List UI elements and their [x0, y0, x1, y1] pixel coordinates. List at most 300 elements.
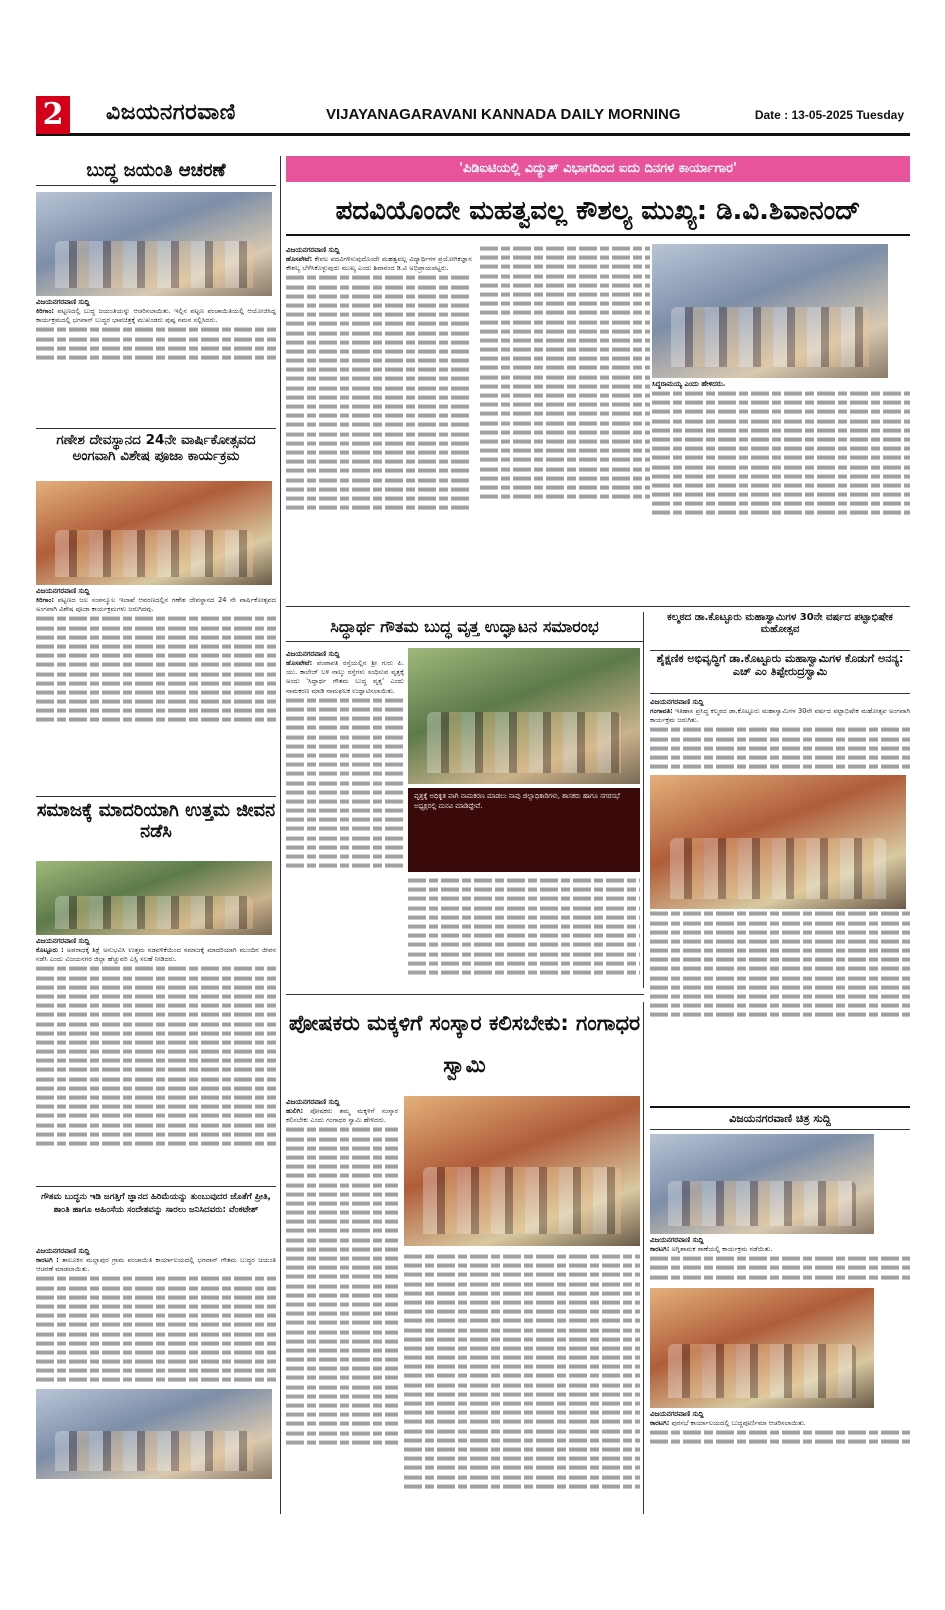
- text-line: [36, 1141, 276, 1145]
- byline: ವಿಜಯನಗರವಾಣಿ ಸುದ್ದಿ: [286, 650, 340, 658]
- page-number: 2: [36, 96, 70, 134]
- text-line: [408, 970, 640, 974]
- text-line: [404, 1273, 640, 1277]
- text-line: [480, 302, 650, 306]
- text-line: [480, 421, 650, 425]
- text-line: [286, 460, 472, 464]
- text-line: [650, 1004, 910, 1008]
- text-line: [652, 483, 910, 487]
- left-column: [36, 156, 281, 1514]
- text-line: [36, 1314, 276, 1318]
- text-line: [408, 879, 640, 883]
- text-line: [286, 1155, 398, 1159]
- text-line: [286, 1201, 398, 1205]
- text-line: [286, 386, 472, 390]
- text-line: [36, 1068, 276, 1072]
- top-story-headline: ಪದವಿಯೊಂದೇ ಮಹತ್ವವಲ್ಲ ಕೌಶಲ್ಯ ಮುಖ್ಯ: ಡಿ.ವಿ.ಶಿವಾನಂದ್: [286, 186, 910, 236]
- text-line: [36, 1040, 276, 1044]
- text-line: [36, 1123, 276, 1127]
- story-parents-sanskara: [286, 1002, 644, 1514]
- text-line: [652, 465, 910, 469]
- dateline: ಹೊಸಪೇಟೆ:: [286, 255, 313, 263]
- text-line: [650, 765, 910, 769]
- story-text: ಕೇವಲ ಪದವಿಗಳಿಸುವುದೊಂದೇ ಮಹತ್ವವಲ್ಲ ವಿದ್ಯಾರ್ಥಿಗಳ ಪ್ರಯೋಗಿಕಜ್ಞಾನ ಕೌಶಲ್ಯ ಬೆಳೆಸಿಕೊಳ್ಳುವುದು ಮುಖ್ಯ ಎಂದು ಶಿವಾನಂದ ಡಿ.ವಿ ಅಭಿಪ್ರಾಯಪಟ್ಟರು.: [286, 255, 472, 273]
- text-line: [36, 1341, 276, 1345]
- text-line: [36, 709, 276, 713]
- text-line: [404, 1447, 640, 1451]
- text-line: [286, 1284, 398, 1288]
- text-line: [36, 644, 276, 648]
- byline: ವಿಜಯನಗರವಾಣಿ ಸುದ್ದಿ: [650, 1409, 704, 1418]
- story-text: ತಾಲೂಕಿನ ಮಲ್ಲಾಪುರ ಗ್ರಾಮ ಪಂಚಾಯಿತಿ ಕಾರ್ಯಾಲಯದಲ್ಲಿ ಭಗವಾನ್ ಗೌತಮ ಬುದ್ಧರ ಜಯಂತಿ ಆಚರಣೆ ಮಾಡಲಾಯಿತು.: [36, 1256, 276, 1274]
- text-line: [404, 1438, 640, 1442]
- text-line: [652, 437, 910, 441]
- text-line: [286, 1257, 398, 1261]
- text-line: [286, 717, 404, 721]
- newspaper-title-kannada: ವಿಜಯನಗರವಾಣಿ: [106, 100, 236, 125]
- dateline: ಕಾರಟಗಿ:: [650, 1245, 670, 1253]
- text-line: [286, 1422, 398, 1426]
- text-line: [286, 753, 404, 757]
- text-line: [286, 1174, 398, 1178]
- text-line: [480, 329, 650, 333]
- text-line: [286, 1385, 398, 1389]
- text-line: [286, 1247, 398, 1251]
- story-kotturu-swamiji: [650, 612, 910, 1102]
- story-gautama-buddha: [36, 1186, 276, 1479]
- text-line: [650, 976, 910, 980]
- text-line: [36, 1114, 276, 1118]
- text-line: [650, 737, 910, 741]
- text-line: [286, 864, 404, 868]
- text-line: [286, 349, 472, 353]
- text-line: [480, 476, 650, 480]
- text-line: [286, 322, 472, 326]
- text-line: [480, 311, 650, 315]
- text-line: [286, 1211, 398, 1215]
- text-line: [286, 763, 404, 767]
- text-line: [36, 1295, 276, 1299]
- dateline: ಕಿರಿಗಾಂ:: [36, 307, 55, 315]
- text-line: [480, 384, 650, 388]
- text-line: [404, 1310, 640, 1314]
- text-line: [286, 1266, 398, 1270]
- story-role-model-life: [36, 796, 276, 1148]
- text-line: [286, 735, 404, 739]
- story-kicker: ಕಲ್ಮಠದ ಡಾ.ಕೊಟ್ಟೂರು ಮಹಾಸ್ವಾಮಿಗಳ 30ನೇ ವರ್ಷದ ಪಟ್ಟಾಭಿಷೇಕ ಮಹೋತ್ಸವ: [667, 612, 893, 635]
- text-line: [286, 1440, 398, 1444]
- text-line: [36, 346, 276, 350]
- text-line: [286, 1431, 398, 1435]
- text-line: [36, 1132, 276, 1136]
- text-line: [286, 294, 472, 298]
- top-story-photo-col: [652, 244, 910, 518]
- text-line: [650, 728, 910, 732]
- text-line: [36, 1096, 276, 1100]
- text-line: [36, 635, 276, 639]
- text-line: [404, 1255, 640, 1259]
- news-photo: [36, 481, 272, 585]
- text-line: [652, 419, 910, 423]
- text-line: [650, 755, 910, 759]
- text-line: [286, 285, 472, 289]
- photo-caption: ಸಿದ್ಧರಾಮಯ್ಯ ಎಂದು ಹೇಳಿದರು.: [652, 380, 726, 388]
- byline: ವಿಜಯನಗರವಾಣಿ ಸುದ್ದಿ: [36, 587, 90, 595]
- news-photo: [404, 1096, 640, 1246]
- text-line: [36, 1332, 276, 1336]
- story-text: ಪುರಸಭೆ ಕಾರ್ಯಾಲಯದಲ್ಲಿ ಬುದ್ಧಪೂರ್ಣಿಮಾ ಆಚರಿಸಲಾಯಿತು.: [671, 1418, 806, 1427]
- text-line: [286, 441, 472, 445]
- text-line: [286, 1321, 398, 1325]
- text-line: [480, 439, 650, 443]
- text-line: [404, 1365, 640, 1369]
- text-line: [480, 412, 650, 416]
- story-headline: ಗೌತಮ ಬುದ್ಧನು ಇಡಿ ಜಗತ್ತಿಗೆ ಜ್ಞಾನದ ಹಿರಿಮೆಯನ್ನು ತುಂಬುವುದರ ಜೊತೆಗೆ ಪ್ರೀತಿ, ಶಾಂತಿ ಹಾಗೂ ಅಹಿಂಸೆಯ ಸಂದೇಶವನ್ನು ಸಾರಲು ಜನಿಸಿದವರು: ವೆಂಕಟೇಶ್: [41, 1192, 271, 1215]
- text-line: [286, 303, 472, 307]
- text-line: [286, 799, 404, 803]
- news-photo: [36, 192, 272, 296]
- story-headline: ಗಣೇಶ ದೇವಸ್ಥಾನದ 24ನೇ ವಾರ್ಷಿಕೋತ್ಸವದ ಅಂಗವಾಗಿ ವಿಶೇಷ ಪೂಜಾ ಕಾರ್ಯಕ್ರಮ: [56, 432, 256, 464]
- text-line: [480, 292, 650, 296]
- text-line: [36, 663, 276, 667]
- text-line: [286, 395, 472, 399]
- text-line: [286, 855, 404, 859]
- dateline: ಕಾರಟಗಿ:: [650, 1418, 670, 1427]
- text-line: [480, 458, 650, 462]
- text-line: [36, 985, 276, 989]
- text-line: [286, 487, 472, 491]
- main-area: [286, 156, 910, 1514]
- text-line: [36, 1277, 276, 1281]
- text-line: [480, 283, 650, 287]
- text-line: [286, 414, 472, 418]
- text-line: [36, 1350, 276, 1354]
- text-line: [286, 496, 472, 500]
- story-text: ಅಪರಾಧಕ್ಕೆ ಶಿಕ್ಷೆ ಅನುಭವಿಸಿ ಉತ್ತಮ ನಡವಳಿಕೆಯಿಂದ ಸಮಾಜಕ್ಕೆ ಮಾದರಿಯಾಗಿ ಮುಂದಿನ ಜೀವನ ನಡೆಸಿ ಎಂದು ವಿಜಯನಗರ ಜಿಲ್ಲಾ ಹೆಚ್ಚುವರಿ ಎಸ್ಪಿ ಸಲಹೆ ನೀಡಿದರು.: [36, 946, 276, 964]
- text-line: [36, 626, 276, 630]
- text-line: [480, 366, 650, 370]
- text-line: [408, 915, 640, 919]
- text-line: [286, 1137, 398, 1141]
- issue-date: Date : 13-05-2025 Tuesday: [754, 108, 904, 122]
- text-line: [36, 1022, 276, 1026]
- text-line: [286, 1358, 398, 1362]
- story-ganesha-temple: [36, 428, 276, 725]
- text-line: [408, 961, 640, 965]
- story-text: ಪಂಪಾಪತಿ ರಸ್ತೆಯಲ್ಲಿನ ಶ್ರೀ ಗುರು ಪಿ. ಯು. ಕಾಲೇಜ್ ಬಳಿ ನಾಲ್ಕು ರಸ್ತೆಗಳು ಸಂಧಿಸುವ ವೃತ್ತಕ್ಕೆ ಅಂದು 'ಸಿದ್ಧಾರ್ಥ ಗೌತಮ ಬುದ್ಧ ವೃತ್ತ' ಎಂದು ನಾಮಕರಣ ಮಾಡಿ ನಾಮಫಲಕ ಉದ್ಘಾಟಿಸಲಾಯಿತು.: [286, 659, 404, 695]
- text-line: [480, 495, 650, 499]
- text-line: [480, 430, 650, 434]
- byline: ವಿಜಯನಗರವಾಣಿ ಸುದ್ದಿ: [650, 1236, 704, 1244]
- dateline: ಗಂಗಾವತಿ:: [650, 707, 673, 715]
- text-line: [286, 1302, 398, 1306]
- text-line: [36, 681, 276, 685]
- text-line: [404, 1264, 640, 1268]
- text-line: [404, 1392, 640, 1396]
- story-text: ಪಟ್ಟಣದಲ್ಲಿ ಬುದ್ಧ ಜಯಂತಿಯನ್ನು ಆಚರಿಸಲಾಯಿತು. ಇಲ್ಲಿನ ಪಟ್ಟಣ ಪಂಚಾಯಿತಿಯಲ್ಲಿ ಆಯೋಜಿಸಿದ್ದ ಕಾರ್ಯಕ್ರಮದಲ್ಲಿ ಭಗವಾನ್ ಬುದ್ಧರ ಭಾವಚಿತ್ರಕ್ಕೆ ಮುಖಂಡರು ಪುಷ್ಪ ನಮನ ಸಲ್ಲಿಸಿದರು.: [36, 307, 276, 325]
- text-line: [652, 502, 910, 506]
- dateline: ಹೊಸಪೇಟೆ:: [286, 659, 313, 667]
- text-line: [286, 276, 472, 280]
- text-line: [286, 1128, 398, 1132]
- story-headline: ಪೋಷಕರು ಮಕ್ಕಳಿಗೆ ಸಂಸ್ಕಾರ ಕಲಿಸಬೇಕು: ಗಂಗಾಧರ ಸ್ವಾಮಿ: [288, 1011, 641, 1077]
- news-photo: [650, 1288, 874, 1408]
- text-line: [650, 967, 910, 971]
- text-line: [286, 1376, 398, 1380]
- text-line: [286, 1220, 398, 1224]
- dateline: ಕಾರಟಗಿ :: [36, 1256, 59, 1264]
- text-line: [36, 1323, 276, 1327]
- byline: ವಿಜಯನಗರವಾಣಿ ಸುದ್ದಿ: [36, 937, 90, 945]
- byline: ವಿಜಯನಗರವಾಣಿ ಸುದ್ದಿ: [286, 1098, 340, 1106]
- text-line: [36, 1105, 276, 1109]
- text-line: [286, 1413, 398, 1417]
- text-line: [36, 617, 276, 621]
- text-line: [480, 467, 650, 471]
- text-line: [404, 1429, 640, 1433]
- text-line: [286, 708, 404, 712]
- text-line: [286, 423, 472, 427]
- dateline: ಹುಲಿಗಿ:: [286, 1107, 304, 1115]
- text-line: [480, 256, 650, 260]
- text-line: [286, 1165, 398, 1169]
- story-buddha-circle: [286, 612, 644, 988]
- text-line: [36, 1077, 276, 1081]
- text-line: [286, 845, 404, 849]
- text-line: [36, 1013, 276, 1017]
- text-line: [36, 1086, 276, 1090]
- text-line: [36, 1360, 276, 1364]
- text-line: [286, 772, 404, 776]
- text-line: [650, 912, 910, 916]
- text-line: [480, 320, 650, 324]
- text-line: [286, 340, 472, 344]
- top-story-body: [286, 244, 472, 512]
- text-line: [650, 949, 910, 953]
- text-line: [404, 1383, 640, 1387]
- text-line: [286, 1183, 398, 1187]
- text-line: [286, 698, 404, 702]
- text-line: [286, 1404, 398, 1408]
- text-line: [652, 511, 910, 515]
- story-headline: ಬುದ್ಧ ಜಯಂತಿ ಆಚರಣೆ: [36, 156, 276, 186]
- text-line: [404, 1291, 640, 1295]
- text-line: [36, 690, 276, 694]
- byline: ವಿಜಯನಗರವಾಣಿ ಸುದ್ದಿ: [36, 298, 90, 306]
- text-line: [36, 1059, 276, 1063]
- text-line: [404, 1374, 640, 1378]
- text-line: [36, 355, 276, 359]
- dateline: ಕಿರಿಗಾಂ:: [36, 596, 55, 604]
- story-text: ಪೋಷಕರು ತಮ್ಮ ಮಕ್ಕಳಿಗೆ ಸಂಸ್ಕಾರ ಕಲಿಸಬೇಕು ಎಂದು ಗಂಗಾಧರ ಸ್ವಾಮಿ ಹೇಳಿದರು.: [286, 1107, 398, 1125]
- story-headline: ಸಿದ್ಧಾರ್ಥ ಗೌತಮ ಬುದ್ಧ ವೃತ್ತ ಉದ್ಘಾಟನ ಸಮಾರಂಭ: [286, 612, 643, 642]
- text-line: [36, 337, 276, 341]
- text-line: [286, 1339, 398, 1343]
- story-headline: ಸಮಾಜಕ್ಕೆ ಮಾದರಿಯಾಗಿ ಉತ್ತಮ ಜೀವನ ನಡೆಸಿ: [36, 800, 276, 842]
- text-line: [286, 469, 472, 473]
- text-line: [36, 718, 276, 722]
- text-line: [36, 1304, 276, 1308]
- text-line: [404, 1457, 640, 1461]
- text-line: [286, 836, 404, 840]
- text-line: [36, 700, 276, 704]
- text-line: [286, 726, 404, 730]
- byline: ವಿಜಯನಗರವಾಣಿ ಸುದ್ದಿ: [36, 1247, 90, 1255]
- text-line: [36, 1050, 276, 1054]
- text-line: [652, 392, 910, 396]
- text-line: [650, 1257, 910, 1261]
- text-line: [286, 405, 472, 409]
- text-line: [650, 939, 910, 943]
- text-line: [650, 985, 910, 989]
- text-line: [286, 313, 472, 317]
- text-line: [36, 967, 276, 971]
- text-line: [650, 921, 910, 925]
- text-line: [36, 1031, 276, 1035]
- story-buddha-jayanti: [36, 156, 276, 362]
- text-line: [480, 357, 650, 361]
- text-line: [286, 1192, 398, 1196]
- text-line: [286, 1312, 398, 1316]
- text-line: [286, 1146, 398, 1150]
- text-line: [652, 493, 910, 497]
- text-line: [286, 368, 472, 372]
- text-line: [286, 478, 472, 482]
- text-line: [286, 1330, 398, 1334]
- text-line: [480, 247, 650, 251]
- text-line: [36, 672, 276, 676]
- text-line: [650, 1266, 910, 1270]
- text-line: [36, 994, 276, 998]
- text-line: [408, 934, 640, 938]
- text-line: [404, 1282, 640, 1286]
- masthead: [36, 96, 910, 136]
- text-line: [404, 1328, 640, 1332]
- text-line: [36, 1004, 276, 1008]
- text-line: [650, 995, 910, 999]
- news-photo: [36, 1389, 272, 1479]
- text-line: [286, 827, 404, 831]
- text-line: [480, 449, 650, 453]
- text-line: [404, 1402, 640, 1406]
- text-line: [480, 274, 650, 278]
- story-text: ಪಟ್ಟಣದ ಜಲ ಸಂಪನ್ಮೂಲ ಇಲಾಖೆ ಆವರಣದಲ್ಲಿನ ಗಣೇಶ ದೇವಸ್ಥಾನದ 24 ನೇ ವಾರ್ಷಿಕೋತ್ಸವದ ಅಂಗವಾಗಿ ವಿಶೇಷ ಪೂಜಾ ಕಾರ್ಯಕ್ರಮಗಳು ಜರುಗಿದವು.: [36, 596, 276, 614]
- text-line: [404, 1484, 640, 1488]
- text-line: [286, 1348, 398, 1352]
- news-photo: [652, 244, 888, 378]
- text-line: [404, 1420, 640, 1424]
- text-line: [286, 1394, 398, 1398]
- text-line: [404, 1466, 640, 1470]
- text-line: [408, 888, 640, 892]
- text-line: [286, 359, 472, 363]
- text-line: [480, 265, 650, 269]
- text-line: [286, 506, 472, 510]
- text-line: [404, 1411, 640, 1415]
- text-line: [480, 485, 650, 489]
- text-line: [650, 746, 910, 750]
- text-line: [652, 428, 910, 432]
- text-line: [286, 1293, 398, 1297]
- text-line: [286, 809, 404, 813]
- newspaper-title-english: VIJAYANAGARAVANI KANNADA DAILY MORNING: [326, 106, 681, 123]
- text-line: [404, 1319, 640, 1323]
- text-line: [404, 1300, 640, 1304]
- text-line: [652, 474, 910, 478]
- story-text: ಇತಿಹಾಸ ಪ್ರಸಿದ್ಧ ಕಲ್ಮಠದ ಡಾ.ಕೊಟ್ಟೂರು ಮಹಾಸ್ವಾಮಿಗಳ 30ನೇ ವರ್ಷದ ಪಟ್ಟಾಭಿಷೇಕ ಮಹೋತ್ಸವ ಅಂಗವಾಗಿ ಕಾರ್ಯಕ್ರಮ ಜರುಗಿತು.: [650, 707, 910, 725]
- text-line: [652, 401, 910, 405]
- text-line: [286, 818, 404, 822]
- text-line: [286, 1367, 398, 1371]
- text-line: [650, 1430, 910, 1434]
- text-line: [650, 930, 910, 934]
- text-line: [408, 897, 640, 901]
- text-line: [480, 394, 650, 398]
- text-line: [286, 790, 404, 794]
- text-line: [652, 456, 910, 460]
- text-line: [286, 744, 404, 748]
- photo-news-section: [650, 1106, 910, 1514]
- text-line: [408, 906, 640, 910]
- news-photo: [650, 775, 906, 909]
- text-line: [480, 348, 650, 352]
- news-photo: [650, 1134, 874, 1234]
- text-line: [286, 1229, 398, 1233]
- text-line: [36, 976, 276, 980]
- text-line: [36, 1378, 276, 1382]
- story-text: ಅಗ್ನಿಶಾಮಕ ಠಾಣೆಯಲ್ಲಿ ಕಾರ್ಯಕ್ರಮ ನಡೆಯಿತು.: [671, 1245, 773, 1253]
- text-line: [480, 375, 650, 379]
- text-line: [286, 450, 472, 454]
- text-line: [480, 403, 650, 407]
- text-line: [650, 958, 910, 962]
- text-line: [480, 338, 650, 342]
- news-photo: [36, 861, 272, 935]
- text-line: [286, 781, 404, 785]
- text-line: [36, 1369, 276, 1373]
- text-line: [652, 410, 910, 414]
- text-line: [286, 432, 472, 436]
- story-headline: ಶೈಕ್ಷಣಿಕ ಅಭಿವೃದ್ಧಿಗೆ ಡಾ.ಕೊಟ್ಟೂರು ಮಹಾಸ್ವಾಮಿಗಳ ಕೊಡುಗೆ ಅನನ್ಯ: ಎಚ್ ಎಂ ತಿಪ್ಪೇರುದ್ರಸ್ವಾಮಿ: [650, 650, 910, 694]
- text-line: [650, 1275, 910, 1279]
- byline: ವಿಜಯನಗರವಾಣಿ ಸುದ್ದಿ: [286, 246, 340, 254]
- top-story-body-col2: [480, 244, 650, 501]
- news-photo: [408, 648, 640, 784]
- text-line: [408, 952, 640, 956]
- text-line: [36, 328, 276, 332]
- highlight-quote: ವೃತ್ತಕ್ಕೆ ಅಧಿಕೃತ ವಾಗಿ ನಾಮಕರಣ ಮಾಡಲು ನಾವು ಜಿಲ್ಲಾಧಿಕಾರಿಗಳು, ಶಾಸಕರು ಹಾಗೂ ನಗರಸಭೆ ಅಧ್ಯಕ್ಷರಲ್ಲಿ ಮನವಿ ಮಾಡಿದ್ದೇವೆ.: [408, 788, 640, 872]
- text-line: [286, 1238, 398, 1242]
- text-line: [404, 1337, 640, 1341]
- text-line: [36, 1286, 276, 1290]
- text-line: [652, 447, 910, 451]
- text-line: [286, 377, 472, 381]
- dateline: ಕೊಟ್ಟೂರು :: [36, 946, 64, 954]
- text-line: [650, 1440, 910, 1444]
- byline: ವಿಜಯನಗರವಾಣಿ ಸುದ್ದಿ: [650, 698, 704, 706]
- text-line: [650, 1013, 910, 1017]
- top-story-banner: 'ಪಿಡಿಐಟಿಯಲ್ಲಿ ವಿದ್ಯುತ್ ವಿಭಾಗದಿಂದ ಐದು ದಿನಗಳ ಕಾರ್ಯಾಗಾರ': [286, 156, 910, 182]
- text-line: [286, 1275, 398, 1279]
- text-line: [404, 1346, 640, 1350]
- text-line: [404, 1475, 640, 1479]
- text-line: [404, 1356, 640, 1360]
- text-line: [36, 654, 276, 658]
- text-line: [408, 943, 640, 947]
- photo-news-title: ವಿಜಯನಗರವಾಣಿ ಚಿತ್ರ ಸುದ್ದಿ: [650, 1108, 910, 1130]
- text-line: [286, 331, 472, 335]
- text-line: [408, 924, 640, 928]
